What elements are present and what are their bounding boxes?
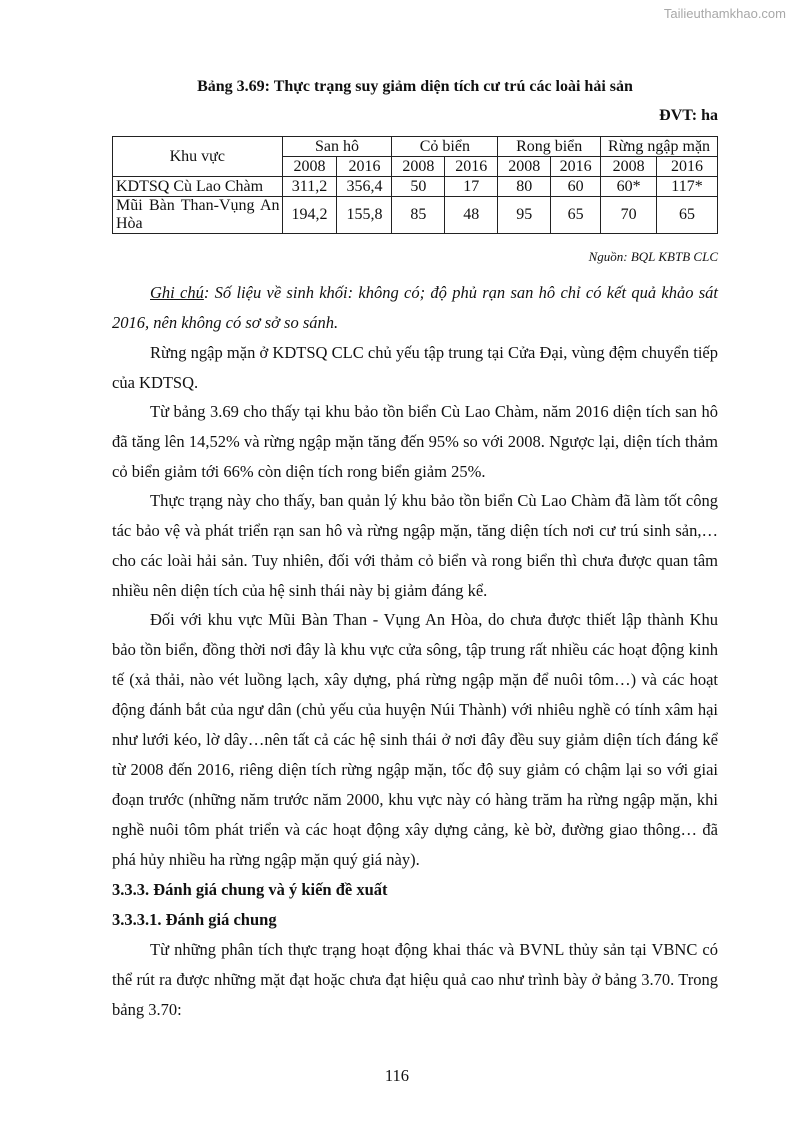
header-year: 2008 <box>282 157 337 177</box>
table-row <box>113 177 718 197</box>
table-cell: 50 <box>392 177 445 197</box>
row-area: KDTSQ Cù Lao Chàm <box>113 177 283 197</box>
body-paragraph: Rừng ngập mặn ở KDTSQ CLC chủ yếu tập trung tại Cửa Đại, vùng đệm chuyển tiếp của KDTSQ. <box>112 343 718 392</box>
header-year: 2008 <box>601 157 657 177</box>
table-header-row <box>113 137 718 157</box>
table-cell: 60 <box>551 177 601 197</box>
subsection-heading: 3.3.3.1. Đánh giá chung <box>112 910 277 929</box>
table-row <box>113 197 718 234</box>
header-year: 2016 <box>551 157 601 177</box>
note-text: : Số liệu về sinh khối: không có; độ phủ rạn san hô chỉ có kết quả khảo sát 2016, nên không có sơ sở so sánh. <box>112 283 718 332</box>
body-paragraph: Từ những phân tích thực trạng hoạt động khai thác và BVNL thủy sản tại VBNC có thể rút ra được những mặt đạt hoặc chưa đạt hiệu quả cao như trình bày ở bảng 3.70. Trong bảng 3.70: <box>112 940 718 1019</box>
header-group: Rong biển <box>498 137 601 157</box>
table-cell: 194,2 <box>282 197 337 234</box>
table-cell: 311,2 <box>282 177 337 197</box>
table-unit: ĐVT: ha <box>659 107 718 124</box>
habitat-table <box>112 136 718 234</box>
header-group: Cỏ biển <box>392 137 498 157</box>
header-year: 2016 <box>337 157 392 177</box>
header-year: 2008 <box>392 157 445 177</box>
table-cell: 85 <box>392 197 445 234</box>
header-group: Rừng ngập mặn <box>601 137 718 157</box>
watermark: Tailieuthamkhao.com <box>663 6 786 21</box>
table-cell: 17 <box>445 177 498 197</box>
table-cell: 117* <box>657 177 718 197</box>
table-cell: 70 <box>601 197 657 234</box>
row-area: Mũi Bàn Than-Vụng An Hòa <box>113 197 283 234</box>
header-group: San hô <box>282 137 392 157</box>
table-title: Bảng 3.69: Thực trạng suy giảm diện tích cư trú các loài hải sản <box>197 78 633 95</box>
table-cell: 48 <box>445 197 498 234</box>
header-year: 2016 <box>445 157 498 177</box>
table-cell: 356,4 <box>337 177 392 197</box>
table-cell: 65 <box>657 197 718 234</box>
note-label: Ghi chú <box>150 283 204 302</box>
table-cell: 65 <box>551 197 601 234</box>
header-area: Khu vực <box>113 137 283 177</box>
table-cell: 80 <box>498 177 551 197</box>
body-paragraph: Đối với khu vực Mũi Bàn Than - Vụng An Hòa, do chưa được thiết lập thành Khu bảo tồn biển, đồng thời nơi đây là khu vực cửa sông, tập trung rất nhiều các hoạt động kinh tế (xả thải, nào vét luồng lạch, xây dựng, phá rừng ngập mặn để nuôi tôm…) và các hoạt động đánh bắt của ngư dân (chủ yếu của huyện Núi Thành) với nhiêu nghề có tính xâm hại như lưới kéo, lờ dây…nên tất cả các hệ sinh thái ở nơi đây đều suy giảm diện tích đáng kể từ 2008 đến 2016, riêng diện tích rừng ngập mặn, tốc độ suy giảm có chậm lại so với giai đoạn trước (những năm trước năm 2000, khu vực này có hàng trăm ha rừng ngập mặn, khi nghề nuôi tôm phát triển và các hoạt động xây dựng cảng, kè bờ, đường giao thông… đã phá hủy nhiều ha rừng ngập mặn quý giá này). <box>112 610 718 869</box>
note-paragraph <box>112 278 718 338</box>
header-year: 2016 <box>657 157 718 177</box>
table-cell: 155,8 <box>337 197 392 234</box>
table-cell: 60* <box>601 177 657 197</box>
table-source: Nguồn: BQL KBTB CLC <box>588 249 718 264</box>
table-cell: 95 <box>498 197 551 234</box>
page-number: 116 <box>384 1066 410 1085</box>
section-heading: 3.3.3. Đánh giá chung và ý kiến đề xuất <box>112 880 388 899</box>
header-year: 2008 <box>498 157 551 177</box>
body-paragraph: Từ bảng 3.69 cho thấy tại khu bảo tồn biển Cù Lao Chàm, năm 2016 diện tích san hô đã tăng lên 14,52% và rừng ngập mặn tăng đến 95% so với 2008. Ngược lại, diện tích thảm cỏ biển giảm tới 66% còn diện tích rong biển giảm 25%. <box>112 402 718 481</box>
body-paragraph: Thực trạng này cho thấy, ban quản lý khu bảo tồn biển Cù Lao Chàm đã làm tốt công tác bảo vệ và phát triển rạn san hô và rừng ngập mặn, tăng diện tích nơi cư trú sinh sản,… cho các loài hải sản. Tuy nhiên, đối với thảm cỏ biển và rong biển thì chưa được quan tâm nhiều nên diện tích của hệ sinh thái này bị giảm đáng kể. <box>112 491 718 600</box>
